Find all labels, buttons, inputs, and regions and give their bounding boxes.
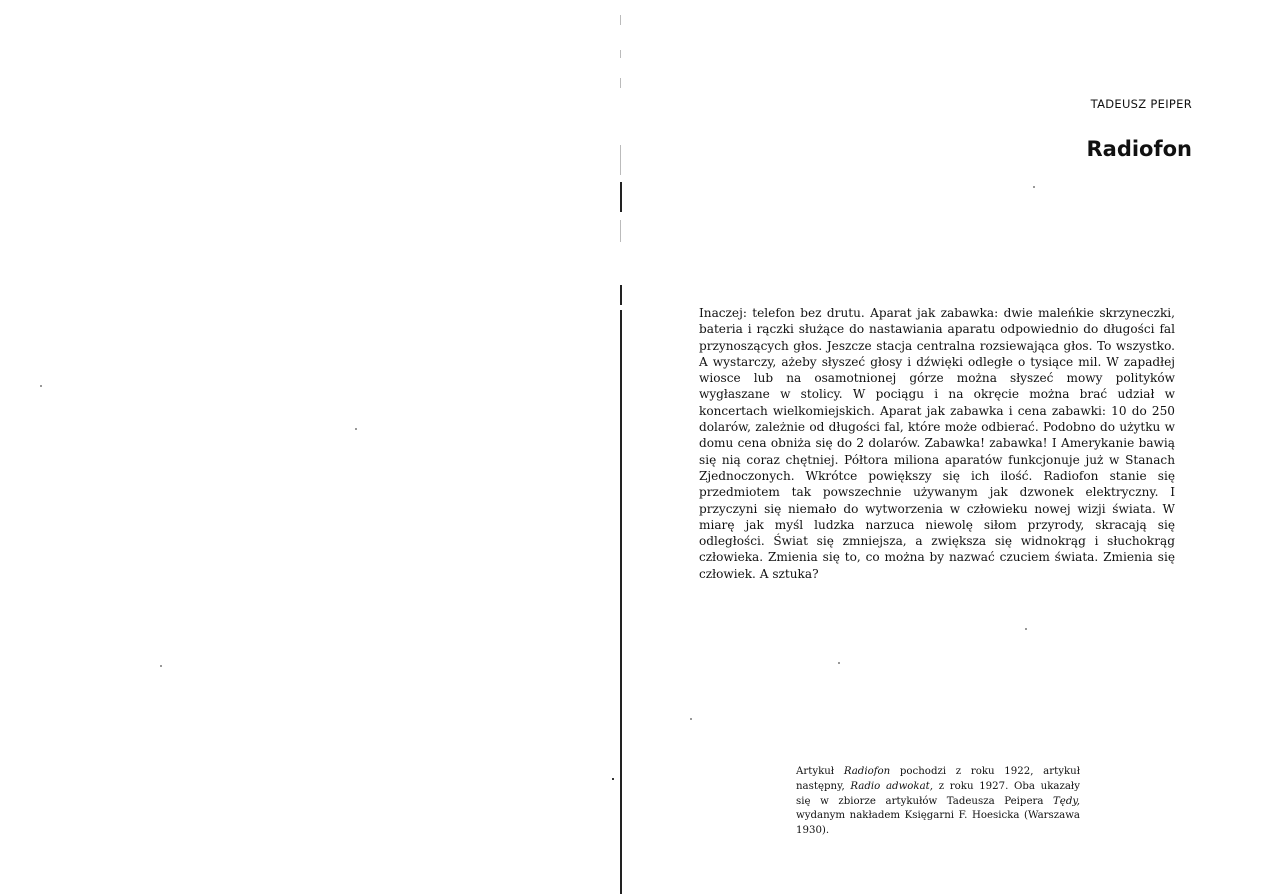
scan-speck — [838, 662, 840, 664]
footnote-text: Artykuł — [796, 766, 844, 777]
scan-speck — [1025, 628, 1027, 630]
footnote-text: z roku 1927. Oba ukazały się w zbiorze artykułów Tadeusza Peipera — [796, 780, 1080, 807]
article-paragraph: Inaczej: telefon bez drutu. Aparat jak zabawka: dwie maleńkie skrzyneczki, bateria i rączki służące do nastawiania aparatu odpowiednio do długości fal przynoszących głos. Jeszcze stacja centralna rozsiewająca głos. To wszystko. A wystarczy, ażeby słyszeć głosy i dźwięki odległe o tysiące mil. W zapadłej wiosce lub na osamotnionej górze można słyszeć mowy polityków wygłaszane w stolicy. W pociągu i na okręcie można brać udział w koncertach wielkomiejskich. Aparat jak zabawka i cena zabawki: 10 do 250 dolarów, zależnie od długości fal, które może odbierać. Podobno do użytku w domu cena obniża się do 2 dolarów. Zabawka! zabawka! I Amerykanie bawią się nią coraz chętniej. Półtora miliona aparatów funkcjonuje już w Stanach Zjednoczonych. Wkrótce powiększy się ich ilość. Radiofon stanie się przedmiotem tak powszechnie używanym jak dzwonek elektryczny. I przyczyni się niemało do wytworzenia w człowieku nowej wizji świata. W miarę jak myśl ludzka narzuca niewolę siłom przyrody, skracają się odległości. Świat się zmniejsza, a zwiększa się widnokrąg i słuchokrąg człowieka. Zmienia się to, co można by nazwać czuciem świata. Zmienia się człowiek. A sztuka? — [699, 306, 1175, 581]
footnote-text: pochodzi z roku 1922, artykuł następny, — [796, 766, 1080, 792]
footnote-italic-title: Radiofon — [843, 766, 891, 777]
footnote-text: wydanym nakładem Księgarni F. Hoesicka (Warszawa 1930). — [796, 810, 1080, 837]
scan-speck — [690, 718, 692, 720]
scan-speck — [355, 428, 357, 430]
footnote-italic-title: Radio adwokat, — [850, 780, 934, 792]
article-title: Radiofon — [1086, 137, 1192, 161]
scan-speck — [612, 778, 614, 780]
footnote — [796, 765, 1080, 839]
scan-speck — [160, 665, 162, 667]
page-gutter-line — [620, 0, 623, 894]
footnote-italic-title: Tędy, — [1053, 795, 1080, 807]
scan-speck — [1033, 186, 1035, 188]
author-name: TADEUSZ PEIPER — [1090, 97, 1192, 111]
scan-speck — [40, 385, 42, 387]
article-body — [699, 305, 1175, 582]
